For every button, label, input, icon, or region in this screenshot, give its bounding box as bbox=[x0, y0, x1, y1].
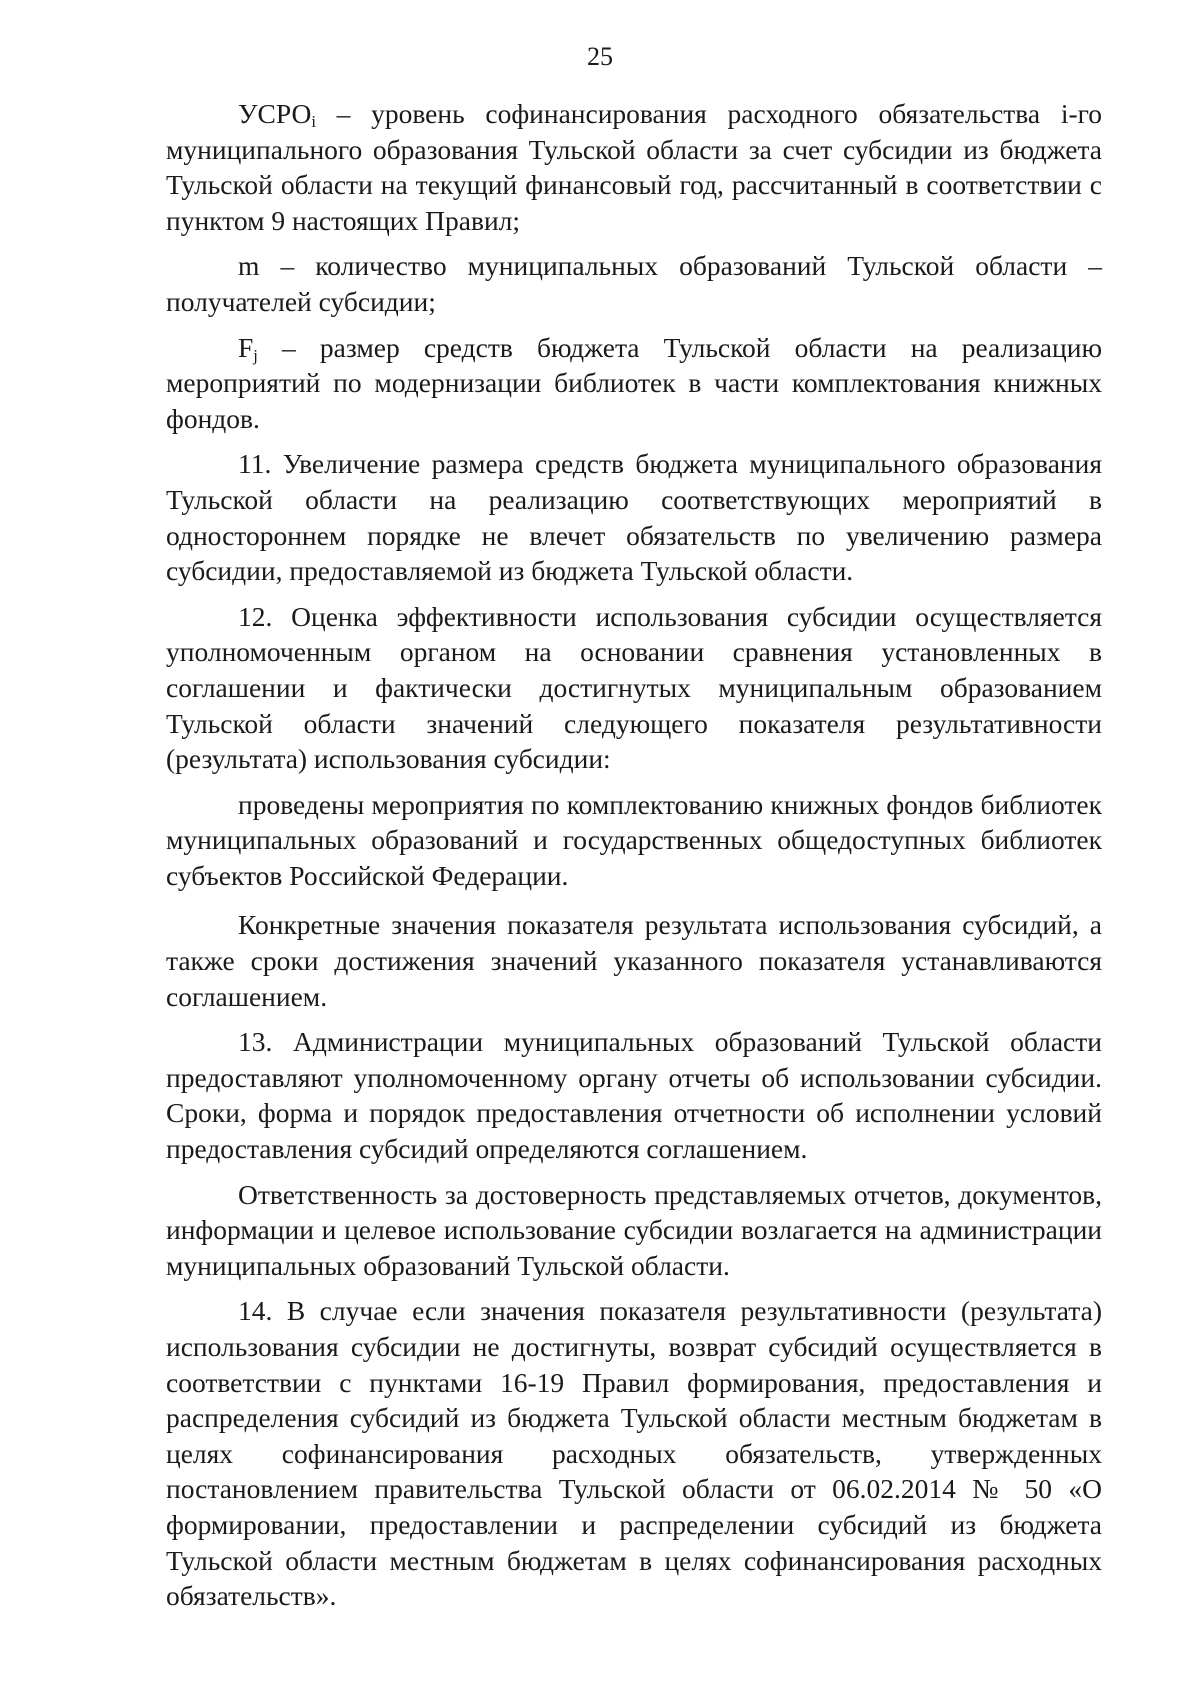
paragraph-text: – размер средств бюджета Тульской области на реализацию мероприятий по модернизации библиотек в части комплектования книжных фондов. bbox=[166, 331, 1102, 434]
term-f: F bbox=[238, 331, 254, 363]
term-f-subscript: j bbox=[253, 345, 258, 365]
paragraph-m-definition bbox=[166, 248, 1102, 319]
paragraph-text: Ответственность за достоверность представляемых отчетов, документов, информации и целевое использование субсидии возлагается на администрации муниципальных образований Тульской области. bbox=[166, 1178, 1102, 1281]
page-number: 25 bbox=[587, 42, 613, 71]
paragraph-text: 12. Оценка эффективности использования субсидии осуществляется уполномоченным органом на основании сравнения установленных в соглашении и фактически достигнутых муниципальным образованием Тульской области значений следующего показателя результативности (результата) использования субсидии: bbox=[166, 600, 1102, 775]
paragraph-text: 11. Увеличение размера средств бюджета муниципального образования Тульской области на реализацию соответствующих мероприятий в одностороннем порядке не влечет обязательств по увеличению размера субсидии, предоставляемой из бюджета Тульской области. bbox=[166, 448, 1102, 587]
paragraph-text: – уровень софинансирования расходного обязательства i-го муниципального образования Тульской области за счет субсидии из бюджета Тульской области на текущий финансовый год, рассчитанный в соответствии с пунктом 9 настоящих Правил; bbox=[166, 98, 1102, 236]
paragraph-clause-11 bbox=[166, 446, 1102, 588]
paragraph-indicator-values bbox=[166, 907, 1102, 1014]
paragraph-text: 13. Администрации муниципальных образований Тульской области предоставляют уполномоченному органу отчеты об использовании субсидии. Сроки, форма и порядок предоставления отчетности об исполнении условий предоставления субсидий определяются соглашением. bbox=[166, 1026, 1102, 1165]
paragraph-clause-14 bbox=[166, 1293, 1102, 1613]
paragraph-text: Конкретные значения показателя результата использования субсидий, а также сроки достижения значений указанного показателя устанавливаются соглашением. bbox=[166, 909, 1102, 1012]
term-usro-subscript: i bbox=[311, 112, 316, 132]
paragraph-usro-definition bbox=[166, 96, 1102, 238]
paragraph-text: m – количество муниципальных образований Тульской области – получателей субсидии; bbox=[166, 250, 1102, 317]
paragraph-text: проведены мероприятия по комплектованию книжных фондов библиотек муниципальных образований и государственных общедоступных библиотек субъектов Российской Федерации. bbox=[166, 788, 1102, 891]
paragraph-indicator bbox=[166, 787, 1102, 894]
paragraph-clause-12 bbox=[166, 599, 1102, 777]
paragraph-clause-13 bbox=[166, 1024, 1102, 1166]
paragraph-text: 14. В случае если значения показателя результативности (результата) использования субсидии не достигнуты, возврат субсидий осуществляется в соответствии с пунктами 16-19 Правил формирования, предоставления и распределения субсидий из бюджета Тульской области местным бюджетам в целях софинансирования расходных обязательств, утвержденных постановлением правительства Тульской области от 06.02.2014 № 50 «О формировании, предоставлении и распределении субсидий из бюджета Тульской области местным бюджетам в целях софинансирования расходных обязательств». bbox=[166, 1295, 1102, 1612]
term-usro: УСРО bbox=[238, 98, 312, 129]
paragraph-responsibility bbox=[166, 1177, 1102, 1284]
paragraph-f-definition bbox=[166, 330, 1102, 437]
document-body bbox=[166, 96, 1102, 1614]
